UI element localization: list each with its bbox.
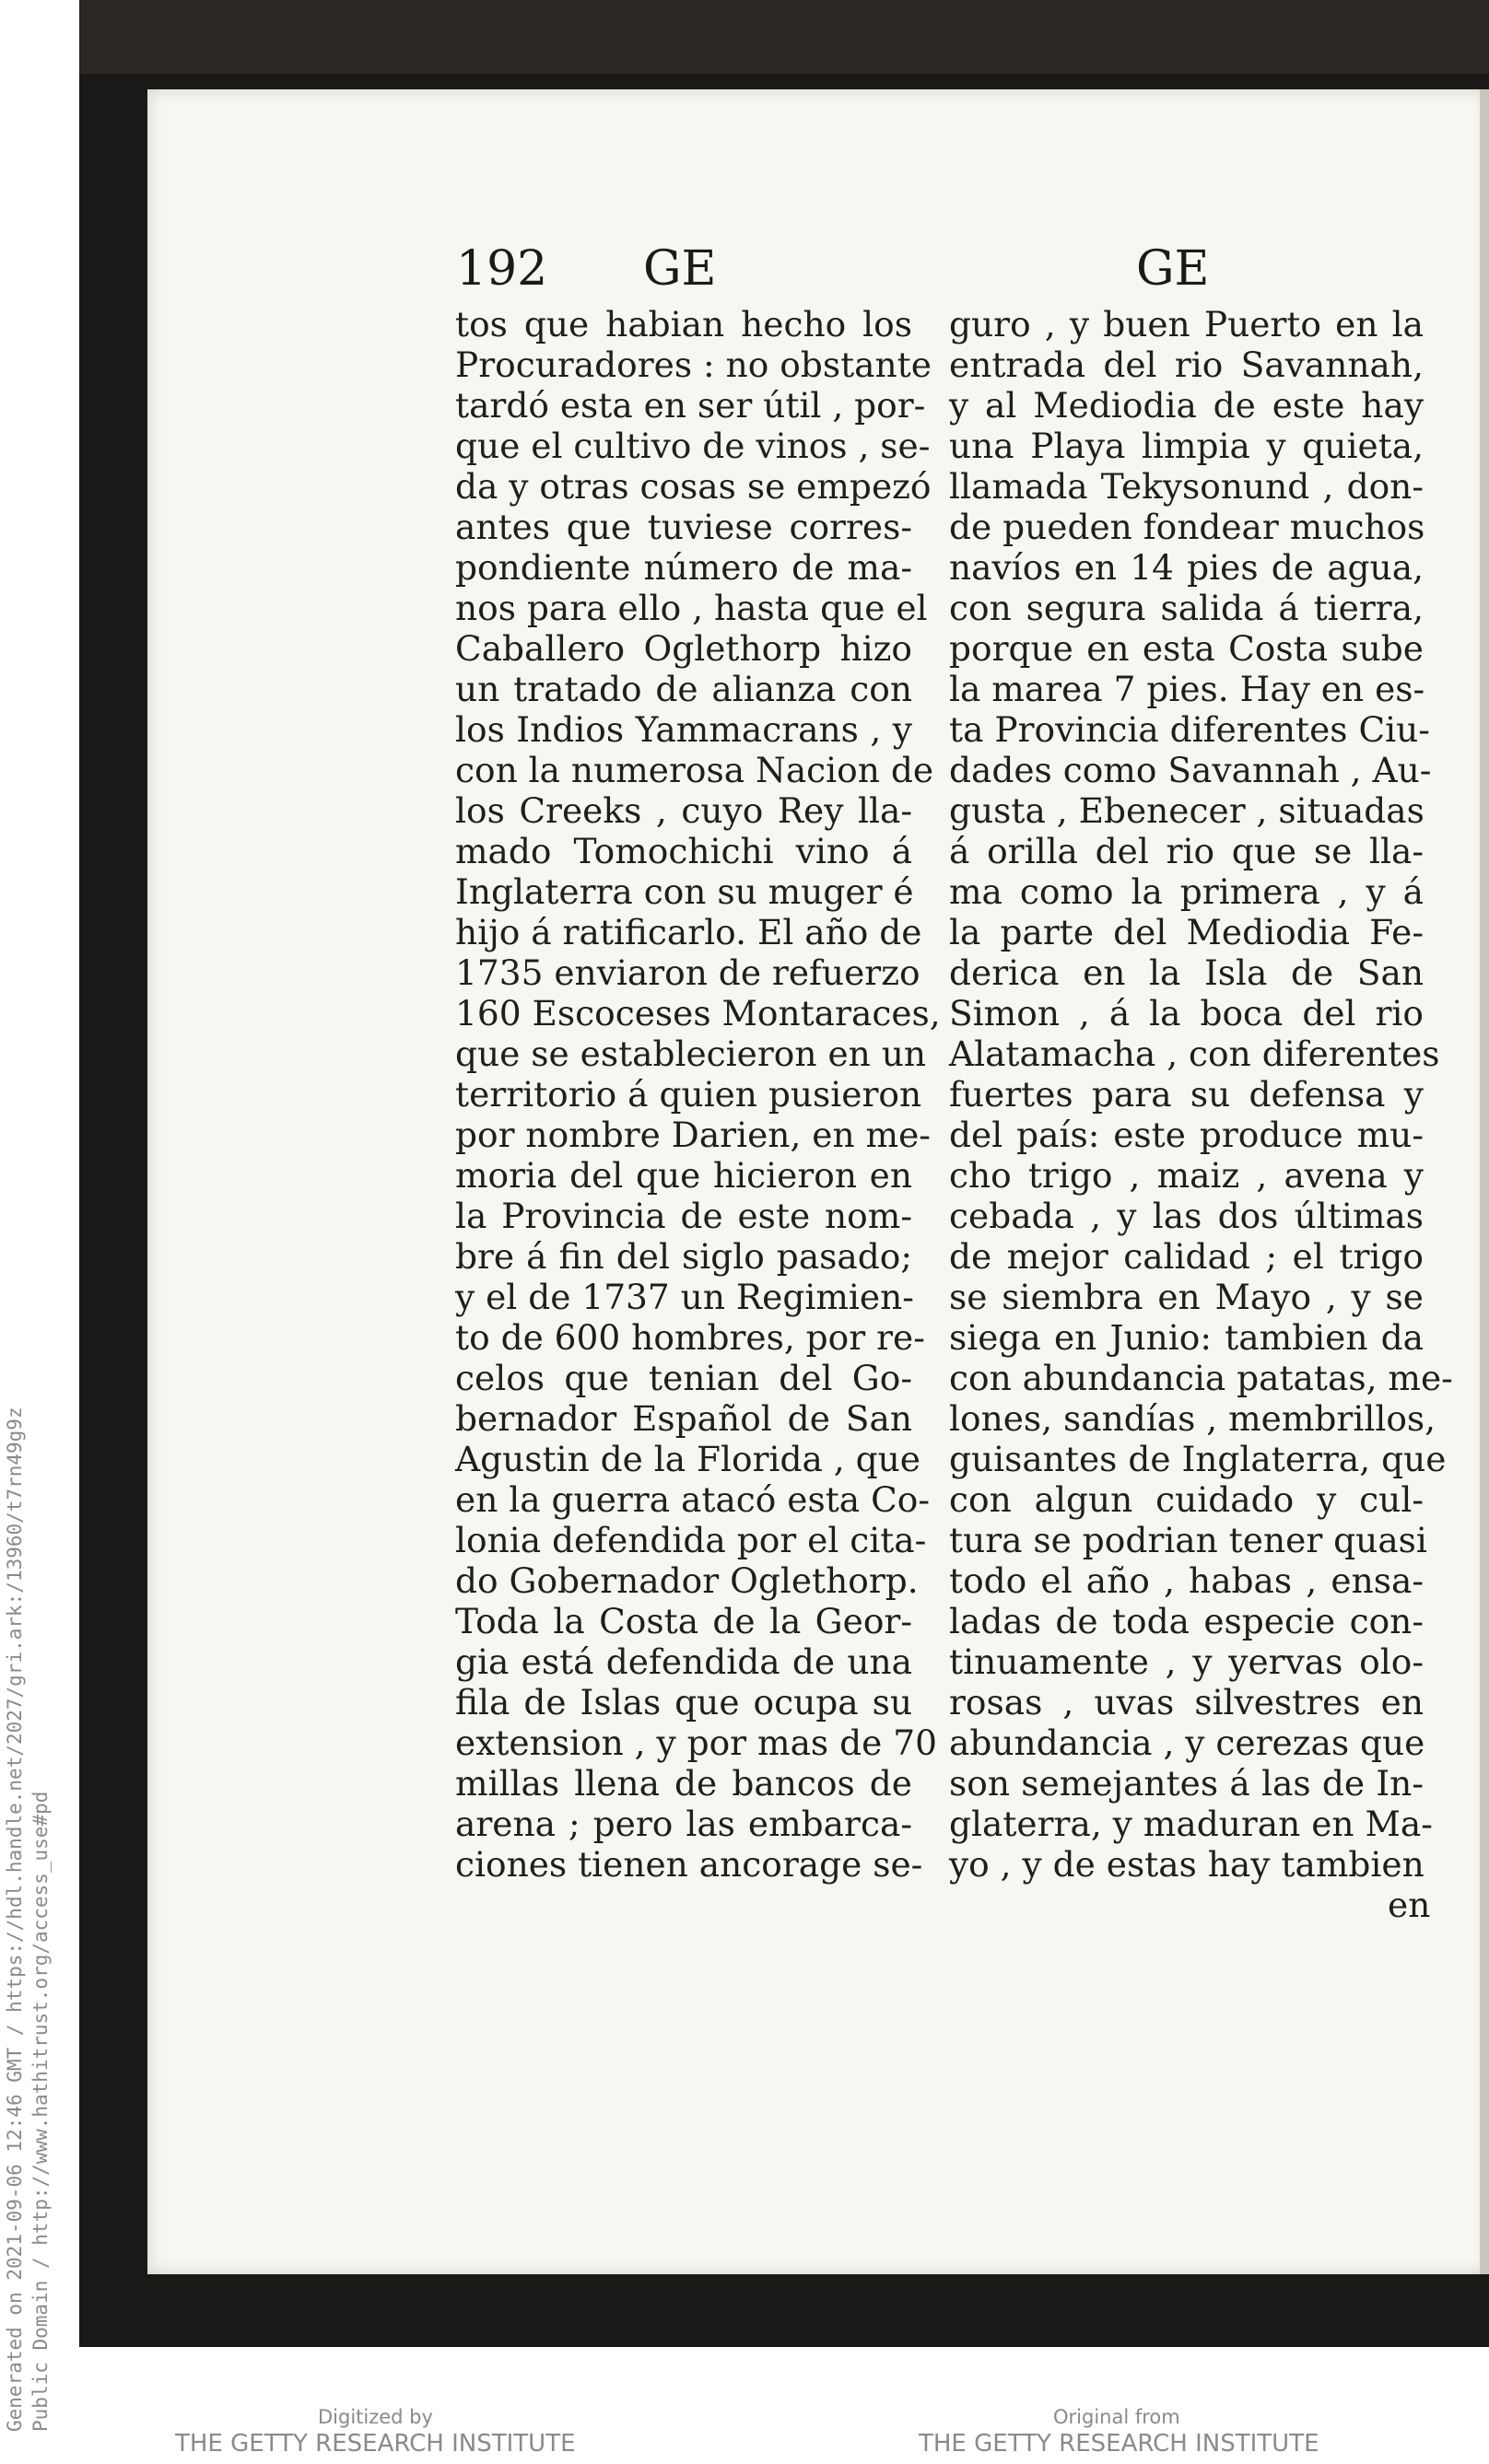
text-line: tos que habian hecho los [455,304,912,344]
text-line: tinuamente , y yervas olo- [949,1641,1424,1682]
running-head-right: GE [1136,241,1210,297]
license-notice-line: Public Domain / http://www.hathitrust.org/access_use#pd [29,1791,52,2432]
text-line: con segura salida á tierra, [949,588,1424,628]
text-line: la marea 7 pies. Hay en es- [949,669,1425,709]
text-line: Toda la Costa de la Geor- [455,1601,912,1641]
text-line: da y otras cosas se empezó [455,466,932,507]
text-line: moria del que hicieron en [455,1155,912,1196]
text-line: derica en la Isla de San [949,952,1424,993]
digitizer-name: THE GETTY RESEARCH INSTITUTE [175,2430,576,2458]
right-text-column [949,304,1453,1885]
text-line: Procuradores : no obstante [455,344,932,385]
text-line: territorio á quien pusieron [455,1074,922,1115]
text-line: bernador Español de San [455,1398,912,1439]
text-line: ciones tienen ancorage se- [455,1844,923,1885]
text-line: antes que tuviese corres- [455,507,912,547]
text-line: Agustin de la Florida , que [455,1439,920,1479]
text-line: ta Provincia diferentes Ciu- [949,709,1430,750]
text-line: una Playa limpia y quieta, [949,426,1424,466]
text-line: fuertes para su defensa y [949,1074,1424,1115]
text-line: millas llena de bancos de [455,1763,912,1804]
text-line: extension , y por mas de 70 [455,1722,937,1763]
text-line: la parte del Mediodia Fe- [949,912,1424,952]
text-line: gia está defendida de una [455,1641,912,1682]
text-line: guisantes de Inglaterra, que [949,1439,1447,1479]
text-line: lonia defendida por el cita- [455,1520,927,1560]
text-line: que se establecieron en un [455,1033,927,1074]
text-line: de mejor calidad ; el trigo [949,1236,1424,1277]
text-line: la Provincia de este nom- [455,1196,912,1236]
text-line: porque en esta Costa sube [949,628,1424,669]
text-line: do Gobernador Oglethorp. [455,1560,919,1601]
text-line: los Indios Yammacrans , y [455,709,912,750]
text-line: lones, sandías , membrillos, [949,1398,1436,1439]
text-line: dades como Savannah , Au- [949,750,1432,790]
text-line: yo , y de estas hay tambien [949,1844,1425,1885]
text-line: mado Tomochichi vino á [455,831,912,871]
text-line: Caballero Oglethorp hizo [455,628,912,669]
text-line: y el de 1737 un Regimien- [455,1277,914,1317]
text-line: con algun cuidado y cul- [949,1479,1424,1520]
scan-top-shadow [79,0,1489,74]
text-line: en la guerra atacó esta Co- [455,1479,931,1520]
text-line: glaterra, y maduran en Ma- [949,1804,1433,1844]
text-line: navíos en 14 pies de agua, [949,547,1424,588]
text-line: del país: este produce mu- [949,1115,1424,1155]
text-line: 1735 enviaron de refuerzo [455,952,920,993]
text-line: todo el año , habas , ensa- [949,1560,1424,1601]
text-line: cebada , y las dos últimas [949,1196,1424,1236]
generation-notice-line: Generated on 2021-09-06 12:46 GMT / https://hdl.handle.net/2027/gri.ark:/13960/t7rn49g9z [4,1407,26,2432]
text-line: rosas , uvas silvestres en [949,1682,1424,1722]
text-line: son semejantes á las de In- [949,1763,1424,1804]
left-text-column [455,304,941,1885]
text-line: con la numerosa Nacion de [455,750,934,790]
text-line: se siembra en Mayo , y se [949,1277,1424,1317]
text-line: arena ; pero las embarca- [455,1804,912,1844]
text-line: entrada del rio Savannah, [949,344,1424,385]
original-source-name: THE GETTY RESEARCH INSTITUTE [919,2430,1319,2458]
text-line: Inglaterra con su muger é [455,871,914,912]
text-line: pondiente número de ma- [455,547,912,588]
text-line: abundancia , y cerezas que [949,1722,1425,1763]
text-line: celos que tenian del Go- [455,1358,912,1398]
text-line: ladas de toda especie con- [949,1601,1424,1641]
text-line: y al Mediodia de este hay [949,385,1424,426]
text-line: gusta , Ebenecer , situadas [949,790,1425,831]
text-line: tura se podrian tener quasi [949,1520,1427,1560]
text-line: 160 Escoceses Montaraces, [455,993,941,1033]
generation-notice [2,1407,53,2432]
text-line: Alatamacha , con diferentes [949,1033,1440,1074]
text-line: Simon , á la boca del rio [949,993,1424,1033]
text-line: siega en Junio: tambien da [949,1317,1424,1358]
catchword: en [1388,1885,1431,1925]
text-line: hijo á ratificarlo. El año de [455,912,922,952]
text-line: bre á fin del siglo pasado; [455,1236,912,1277]
text-line: por nombre Darien, en me- [455,1115,931,1155]
text-line: que el cultivo de vinos , se- [455,426,931,466]
page-edge [1480,89,1489,2274]
text-line: los Creeks , cuyo Rey lla- [455,790,912,831]
text-line: un tratado de alianza con [455,669,912,709]
text-line: nos para ello , hasta que el [455,588,928,628]
digitized-by-label: Digitized by [318,2406,433,2428]
text-line: ma como la primera , y á [949,871,1424,912]
text-line: fila de Islas que ocupa su [455,1682,912,1722]
running-head-left: GE [643,241,717,297]
text-line: to de 600 hombres, por re- [455,1317,925,1358]
page-number: 192 [456,241,548,297]
text-line: con abundancia patatas, me- [949,1358,1453,1398]
original-from-label: Original from [1053,2406,1180,2428]
text-line: de pueden fondear muchos [949,507,1425,547]
text-line: tardó esta en ser útil , por- [455,385,926,426]
text-line: cho trigo , maiz , avena y [949,1155,1424,1196]
text-line: llamada Tekysonund , don- [949,466,1424,507]
text-line: guro , y buen Puerto en la [949,304,1424,344]
text-line: á orilla del rio que se lla- [949,831,1424,871]
